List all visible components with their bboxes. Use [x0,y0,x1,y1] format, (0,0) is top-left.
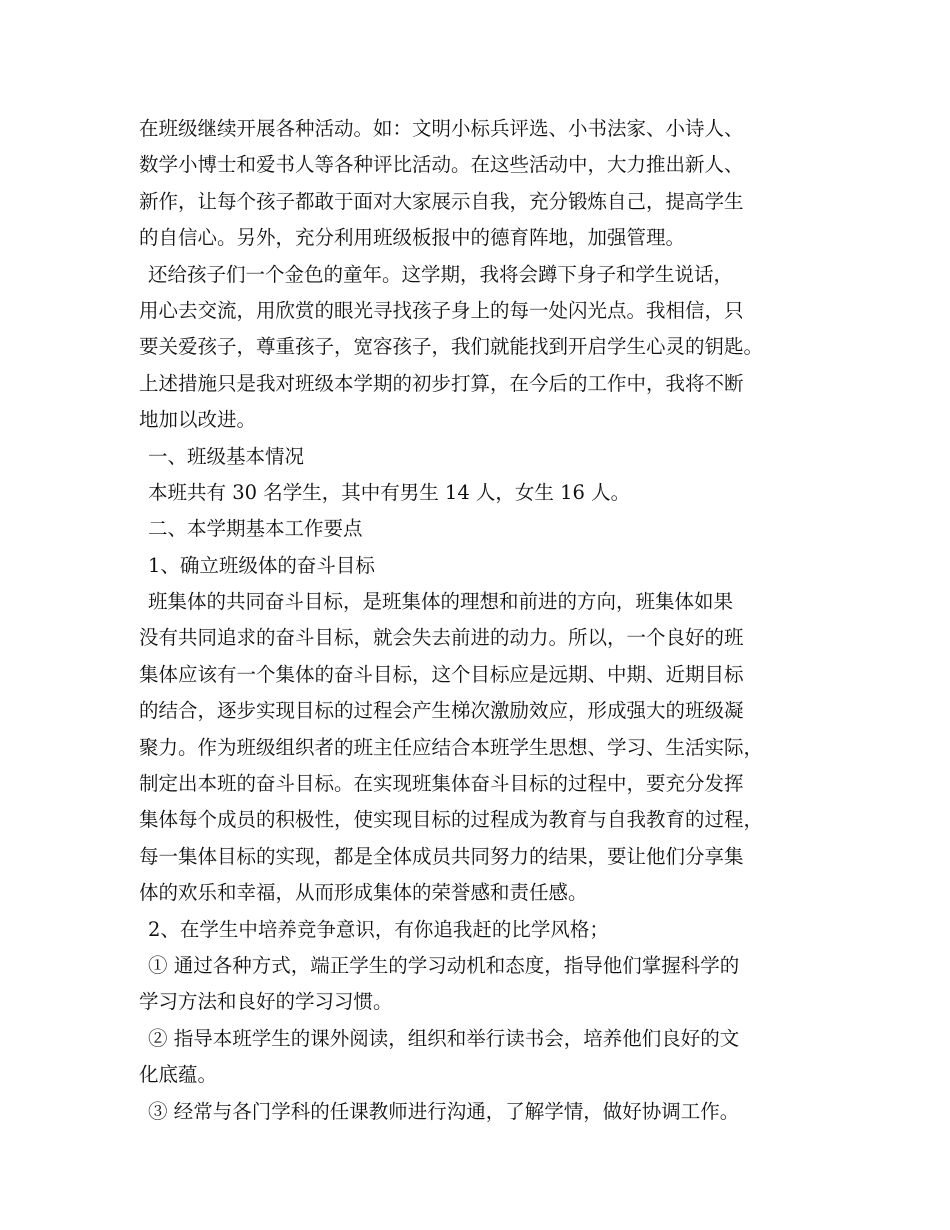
text-line: 上述措施只是我对班级本学期的初步打算，在今后的工作中，我将不断 [139,371,744,395]
text-line: 集体每个成员的积极性，使实现目标的过程成为教育与自我教育的过程， [139,808,764,832]
text-line: 用心去交流，用欣赏的眼光寻找孩子身上的每一处闪光点。我相信，只 [139,298,744,322]
text-line: 化底蕴。 [139,1063,218,1087]
text-line: 1、确立班级体的奋斗目标 [148,553,375,577]
text-line: 还给孩子们一个金色的童年。这学期，我将会蹲下身子和学生说话， [148,262,734,286]
text-line: 学习方法和良好的学习习惯。 [139,990,393,1014]
text-line: 班集体的共同奋斗目标，是班集体的理想和前进的方向，班集体如果 [148,590,734,614]
text-line: 在班级继续开展各种活动。如：文明小标兵评选、小书法家、小诗人、 [139,117,744,140]
text-line: 二、本学期基本工作要点 [148,517,363,541]
text-line: 集体应该有一个集体的奋斗目标，这个目标应是远期、中期、近期目标 [139,662,744,686]
text-line: 没有共同追求的奋斗目标，就会失去前进的动力。所以，一个良好的班 [139,626,744,650]
text-line: 要关爱孩子，尊重孩子，宽容孩子，我们就能找到开启学生心灵的钥匙。 [139,335,764,359]
document-body [139,111,819,1130]
text-line: 一、班级基本情况 [148,444,305,468]
text-line: ③ 经常与各门学科的任课教师进行沟通，了解学情，做好协调工作。 [148,1099,740,1123]
text-line: 每一集体目标的实现，都是全体成员共同努力的结果，要让他们分享集 [139,844,744,868]
text-line: 聚力。作为班级组织者的班主任应结合本班学生思想、学习、生活实际， [139,735,764,759]
text-line: 制定出本班的奋斗目标。在实现班集体奋斗目标的过程中，要充分发挥 [139,772,744,796]
text-line: 体的欢乐和幸福，从而形成集体的荣誉感和责任感。 [139,881,588,905]
text-line: 新作，让每个孩子都敢于面对大家展示自我，充分锻炼自己，提高学生 [139,189,744,213]
text-line: 的结合，逐步实现目标的过程会产生梯次激励效应，形成强大的班级凝 [139,699,744,723]
text-line: ① 通过各种方式，端正学生的学习动机和态度，指导他们掌握科学的 [148,953,740,977]
text-line: 的自信心。另外，充分利用班级板报中的德育阵地，加强管理。 [139,226,686,250]
text-line: 2、在学生中培养竞争意识，有你追我赶的比学风格； [148,917,609,941]
text-line: 地加以改进。 [139,408,257,432]
text-line: ② 指导本班学生的课外阅读，组织和举行读书会，培养他们良好的文 [148,1026,740,1050]
text-line: 本班共有 30 名学生，其中有男生 14 人，女生 16 人。 [148,480,631,504]
text-line: 数学小博士和爱书人等各种评比活动。在这些活动中，大力推出新人、 [139,153,744,177]
